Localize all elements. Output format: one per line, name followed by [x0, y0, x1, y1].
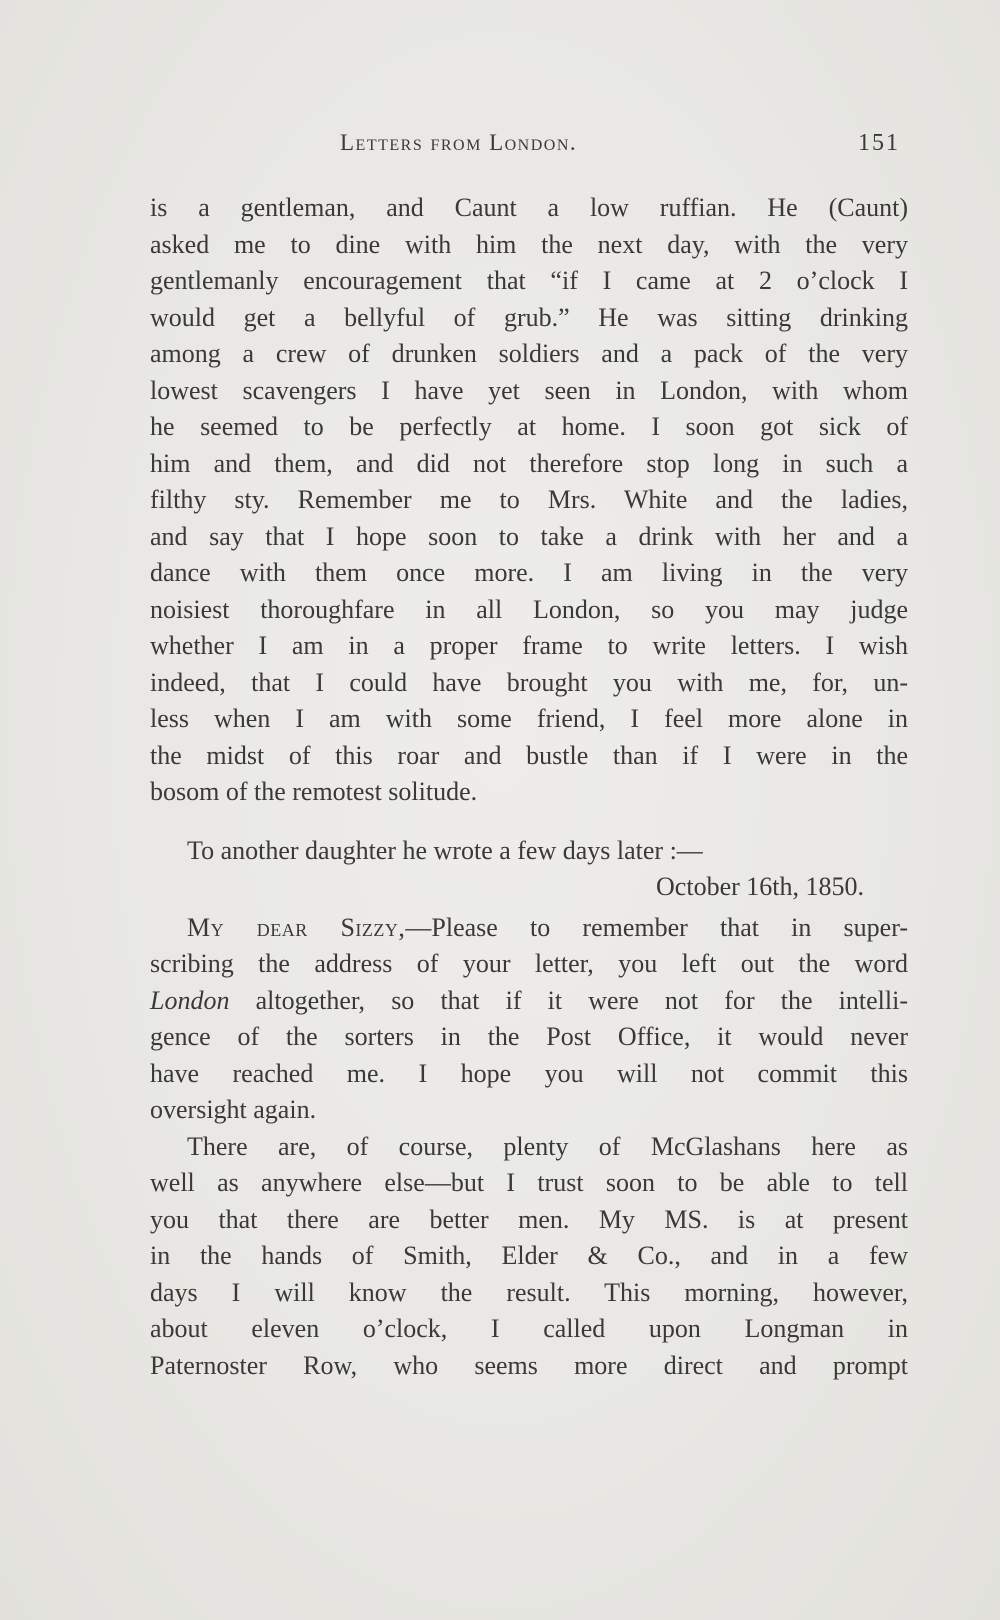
text-line: whether I am in a proper frame to write letters. I wish — [150, 631, 908, 660]
text-line: Paternoster Row, who seems more direct and prompt — [150, 1350, 908, 1380]
running-title: Letters from London. — [340, 130, 578, 155]
text-line: bosom of the remotest solitude. — [150, 777, 478, 806]
text-line: scribing the address of your letter, you left out the word — [150, 949, 908, 978]
text-line: gentlemanly encouragement that “if I came at 2 o’clock I — [150, 266, 908, 295]
text-line: gence of the sorters in the Post Office, it would never — [150, 1022, 908, 1051]
letter-salutation: My dear Sizzy, — [187, 912, 406, 942]
text-line: There are, of course, plenty of McGlashans here as — [187, 1131, 908, 1161]
body-text — [150, 190, 908, 1384]
text-line — [150, 983, 908, 1020]
letter-paragraph — [150, 910, 908, 1129]
text-line: oversight again. — [150, 1095, 317, 1124]
text-line: would get a bellyful of grub.” He was sitting drinking — [150, 302, 908, 332]
text-line: among a crew of drunken soldiers and a pack of the very — [150, 339, 908, 368]
text-line: filthy sty. Remember me to Mrs. White and the ladies, — [150, 485, 908, 514]
letter-dateline: October 16th, 1850. — [656, 872, 864, 901]
text-span: altogether, so that if it were not for the intelli- — [255, 985, 908, 1015]
text-line: less when I am with some friend, I feel more alone in — [150, 704, 908, 733]
letter-paragraph — [150, 1129, 908, 1385]
text-line: dance with them once more. I am living in the very — [150, 558, 908, 587]
text-line: the midst of this roar and bustle than if I were in the — [150, 740, 908, 770]
text-line: and say that I hope soon to take a drink with her and a — [150, 521, 908, 551]
text-line — [150, 910, 908, 947]
text-line: in the hands of Smith, Elder & Co., and in a few — [150, 1241, 908, 1270]
page-number: 151 — [858, 130, 900, 156]
italic-word: London — [150, 985, 230, 1015]
text-line: days I will know the result. This morning, however, — [150, 1277, 908, 1307]
text-span: —Please to remember that in super- — [405, 912, 908, 942]
text-line: lowest scavengers I have yet seen in London, with whom — [150, 375, 908, 405]
text-line: have reached me. I hope you will not commit this — [150, 1058, 908, 1088]
text-line: well as anywhere else—but I trust soon to be able to tell — [150, 1168, 908, 1197]
paragraph-continuation — [150, 190, 908, 811]
text-line: is a gentleman, and Caunt a low ruffian. He (Caunt) — [150, 193, 908, 222]
text-line: him and them, and did not therefore stop long in such a — [150, 448, 908, 478]
text-line: asked me to dine with him the next day, with the very — [150, 229, 908, 259]
running-head — [150, 130, 910, 166]
text-line: noisiest thoroughfare in all London, so you may judge — [150, 594, 908, 624]
intro-line: To another daughter he wrote a few days later :— — [187, 835, 703, 865]
text-line: he seemed to be perfectly at home. I soon got sick of — [150, 412, 908, 441]
text-line: you that there are better men. My MS. is at present — [150, 1204, 908, 1234]
text-line: about eleven o’clock, I called upon Longman in — [150, 1314, 908, 1343]
text-line: indeed, that I could have brought you with me, for, un- — [150, 667, 908, 697]
